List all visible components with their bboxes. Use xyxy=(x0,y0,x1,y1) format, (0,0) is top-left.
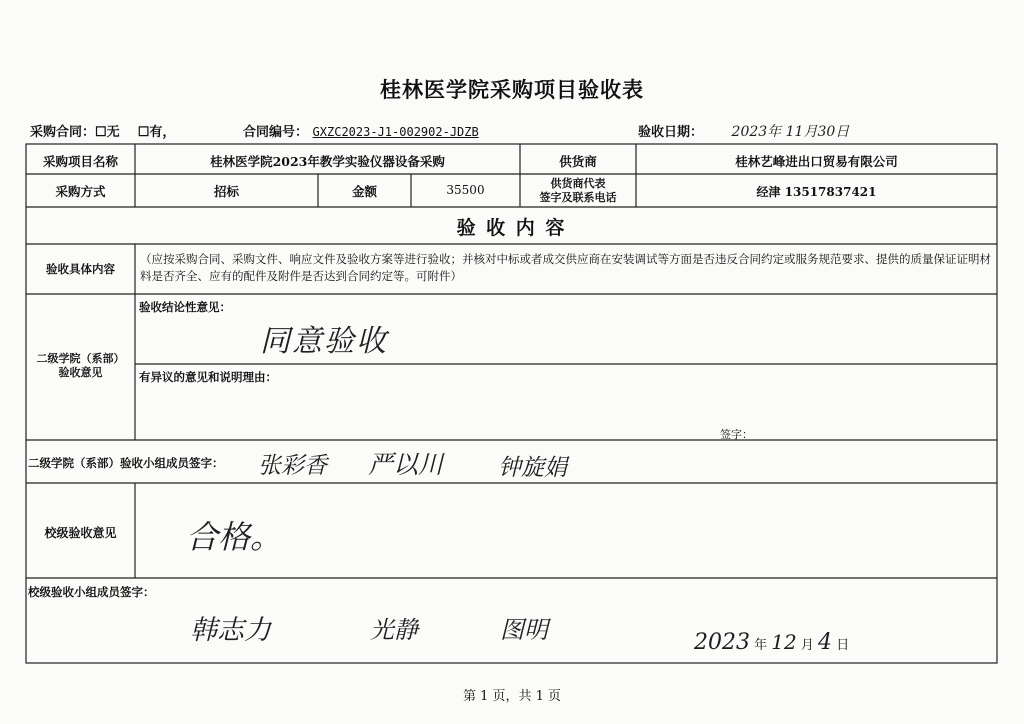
contract-none-checkbox: ☐无 xyxy=(95,125,120,140)
supplier-rep-label-line1: 供货商代表 xyxy=(550,177,606,190)
objection-label: 有异议的意见和说明理由： xyxy=(139,370,277,384)
date-value: 2023年 11月30日 xyxy=(731,124,850,140)
project-name-label: 采购项目名称 xyxy=(42,154,118,169)
project-name-value: 桂林医学院2023年教学实验仪器设备采购 xyxy=(210,154,445,169)
page-footer: 第 1 页，共 1 页 xyxy=(462,689,562,704)
final-date-day-char: 日 xyxy=(836,638,850,653)
final-date-day: 4 xyxy=(818,630,833,655)
school-signature-3: 图明 xyxy=(500,616,548,644)
conclusion-label: 验收结论性意见： xyxy=(139,300,231,314)
school-group-label: 校级验收小组成员签字： xyxy=(28,585,155,599)
amount-label: 金额 xyxy=(351,184,377,199)
dept-signature-1: 张彩香 xyxy=(258,453,327,479)
supplier-value: 桂林艺峰进出口贸易有限公司 xyxy=(735,154,898,169)
contract-no-value: GXZC2023-J1-002902-JDZB xyxy=(312,125,479,139)
section-title: 验 收 内 容 xyxy=(456,217,567,239)
dept-group-label: 二级学院（系部）验收小组成员签字： xyxy=(28,456,224,470)
contract-no-label: 合同编号： xyxy=(243,125,309,140)
supplier-label: 供货商 xyxy=(559,154,597,169)
contract-yes-checkbox: ☐有， xyxy=(137,125,176,140)
final-date-year-char: 年 xyxy=(754,638,768,653)
supplier-rep-value: 经津 13517837421 xyxy=(756,185,877,199)
school-signature-2: 光静 xyxy=(370,616,418,644)
sign-label: 签字： xyxy=(720,428,753,441)
dept-opinion-label xyxy=(26,352,135,380)
school-opinion-handwriting: 合格。 xyxy=(186,518,283,556)
page-title: 桂林医学院采购项目验收表 xyxy=(380,77,644,102)
final-date xyxy=(694,630,849,655)
details-label: 验收具体内容 xyxy=(46,262,115,276)
details-text: （应按采购合同、采购文件、响应文件及验收方案等进行验收；并核对中标或者成交供应商在安装调试等方面是否违反合同约定或服务规范要求、提供的质量保证证明材料是否齐全、应有的配件及附件是否达到合同约定等。可附件） xyxy=(140,252,991,283)
contract-label: 采购合同： xyxy=(30,125,96,140)
dept-opinion-label-line1: 二级学院（系部） xyxy=(36,352,125,365)
final-date-month-char: 月 xyxy=(800,638,814,653)
dept-signature-3: 钟旋娟 xyxy=(498,455,567,481)
method-label: 采购方式 xyxy=(55,184,106,199)
supplier-rep-label-line2: 签字及联系电话 xyxy=(539,191,617,204)
school-opinion-label: 校级验收意见 xyxy=(44,526,117,540)
amount-value: 35500 xyxy=(446,183,485,197)
final-date-year: 2023 xyxy=(694,630,750,655)
supplier-rep-label xyxy=(520,177,636,205)
final-date-month: 12 xyxy=(771,630,797,654)
date-label: 验收日期： xyxy=(638,125,704,140)
conclusion-handwriting: 同意验收 xyxy=(260,324,388,359)
method-value: 招标 xyxy=(213,184,239,199)
school-signature-1: 韩志力 xyxy=(190,615,271,646)
dept-signature-2: 严以川 xyxy=(368,450,444,479)
dept-opinion-label-line2: 验收意见 xyxy=(58,366,103,379)
